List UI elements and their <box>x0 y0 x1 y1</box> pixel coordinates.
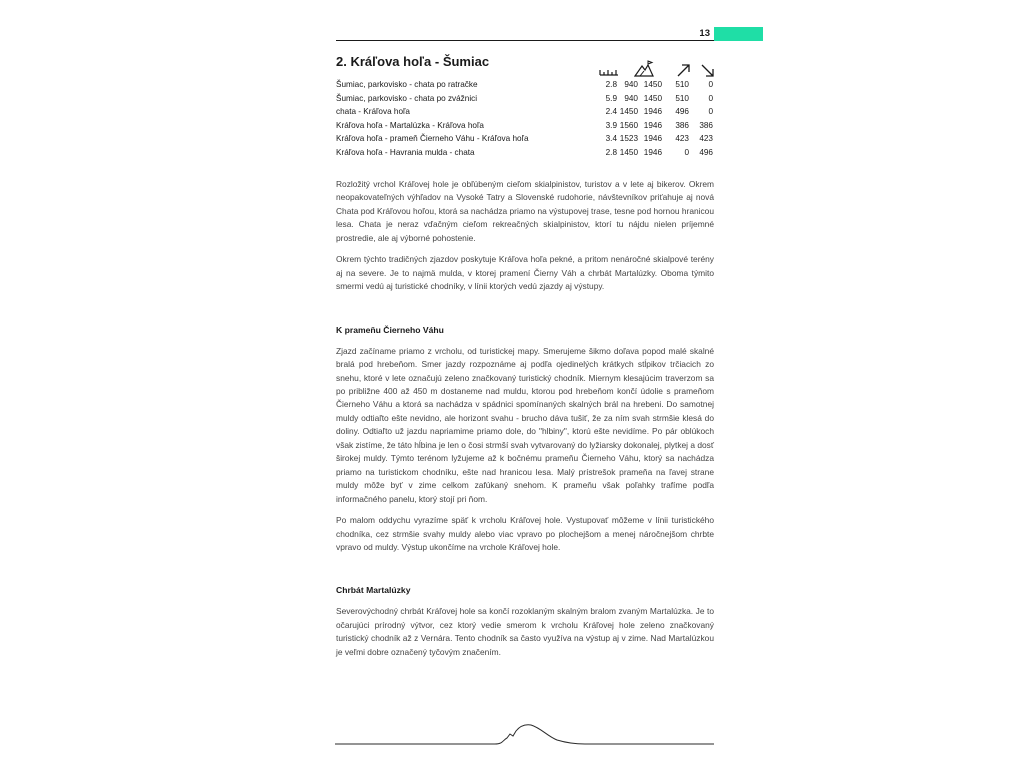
route-descent: 423 <box>699 134 713 144</box>
section-paragraph: Zjazd začíname priamo z vrcholu, od turistickej mapy. Smerujeme šikmo doľava popod malé skalné bralá pod hrebeňom. Smer jazdy rozpoznáme aj podľa ojedinelých krátkych stĺpikov trčiacich zo snehu, ktoré v lete označujú zeleno značkovaný turistický chodník. Miernym klesajúcim traverzom sa po približne 400 až 450 m dostaneme nad muldu, ktorou pod hrebeňom končí údolie s prameňom Čierneho Váhu a ktorá sa nachádza v spádnici spomínaných skalných brál na hrebeni. Do samotnej muldy odtiaľto ešte nevidno, ale horizont svahu - brucho dáva tušiť, že za ním svah strmšie klesá do doliny. Odtiaľto už jazdu napriamime priamo dole, do "hlbiny", ktorú ešte nevidíme. Po pár oblúkoch však zistíme, že táto hĺbina je len o čosi strmší svah vytvarovaný do lyžiarsky dokonalej, plytkej a dosť širokej muldy. Týmto terénom lyžujeme až k bočnému prameňu Čierneho Váhu, ktorý sa nachádza priamo na turistickom chodníku, ešte nad hranicou lesa. Malý prístrešok prameňa na ľavej strane muldy môže byť v zime celkom zafúkaný snehom. K prameňu však poľahky trafíme podľa informačného panelu, ktorý stojí pri ňom. <box>336 345 714 504</box>
intro-paragraph: Okrem týchto tradičných zjazdov poskytuje Kráľova hoľa pekné, a pritom nenáročné skialpové terény aj na severe. Je to najmä mulda, v ktorej pramení Čierny Váh a chrbát Martalúzky. Oboma týmito smermi vedú aj turistické chodníky, v línii ktorých vedú zjazdy aj výstupy. <box>336 254 714 292</box>
route-max-elevation: 1450 <box>643 80 662 89</box>
route-ascent: 423 <box>675 134 689 144</box>
route-ascent: 0 <box>684 147 689 157</box>
table-row <box>336 119 714 133</box>
page-accent-tab <box>714 27 763 41</box>
section-paragraph: Po malom oddychu vyrazíme späť k vrcholu Kráľovej hole. Vystupovať môžeme v línii turistického chodníka, cez strmšie svahy muldy alebo viac vpravo po plochejšom a menej náročnejšom chrbte vpravo od muldy. Výstup ukončíme na vrchole Kráľovej hole. <box>336 515 714 552</box>
route-length: 5.9 <box>605 93 617 103</box>
route-length: 3.9 <box>605 120 617 130</box>
route-ascent: 510 <box>675 93 689 103</box>
intro-paragraph: Rozložitý vrchol Kráľovej hole je obľúbeným cieľom skialpinistov, turistov a v lete aj bikerov. Okrem neopakovateľných výhľadov na Vysoké Tatry a Slovenské rudohorie, návštevníkov priťahuje aj nová Chata pod Kráľovou hoľou, ktorá sa nachádza priamo na výstupovej trase, tesne pod hornou hranicou lesa. Chata je neraz vďačným cieľom rekreačných skialpinistov, ktorí tu nájdu nielen príjemné prostredie, ale aj výborné pohostenie. <box>336 179 714 243</box>
route-name: Šumiac, parkovisko - chata po ratračke <box>336 80 478 89</box>
route-name: Kráľova hoľa - Havrania mulda - chata <box>336 147 475 157</box>
route-ascent: 510 <box>675 80 689 89</box>
route-length: 3.4 <box>605 134 617 144</box>
descent-arrow-icon <box>700 62 720 78</box>
route-descent: 0 <box>708 107 713 117</box>
table-row <box>336 132 714 146</box>
mountain-silhouette-footer <box>335 718 715 748</box>
table-row <box>336 105 714 119</box>
route-min-elevation: 1450 <box>619 147 638 157</box>
route-max-elevation: 1946 <box>643 120 662 130</box>
distance-ruler-icon <box>599 62 619 78</box>
header-rule <box>336 40 714 41</box>
route-name: chata - Kráľova hoľa <box>336 107 410 117</box>
route-descent: 0 <box>708 80 713 89</box>
section-paragraph: Severovýchodný chrbát Kráľovej hole sa končí rozoklaným skalným bralom zvaným Martalúzka. Je to očarujúci prírodný výtvor, cez ktorý vedie smerom k vrcholu Kráľovej hole zeleno značkovaný turistický chodník až z Vernára. Tento chodník sa často využíva na výstup aj v zime. Nad Martalúzkou je veľmi dobre označený tyčovým značením. <box>336 606 714 657</box>
route-min-elevation: 940 <box>624 80 638 89</box>
route-min-elevation: 1450 <box>619 107 638 117</box>
route-max-elevation: 1946 <box>643 147 662 157</box>
route-ascent: 496 <box>675 107 689 117</box>
route-max-elevation: 1946 <box>643 134 662 144</box>
page-title: 2. Kráľova hoľa - Šumiac <box>336 54 490 69</box>
table-row <box>336 92 714 106</box>
route-name: Šumiac, parkovisko - chata po zvážnici <box>336 93 478 103</box>
route-length: 2.8 <box>605 80 617 89</box>
route-min-elevation: 1523 <box>619 134 638 144</box>
section-heading-martaluzka: Chrbát Martalúzky <box>336 585 411 596</box>
section-heading-cierny-vah: K prameňu Čierneho Váhu <box>336 324 444 335</box>
route-max-elevation: 1450 <box>643 93 662 103</box>
page-number: 13 <box>699 28 710 39</box>
ascent-arrow-icon <box>676 62 696 78</box>
routes-table <box>336 78 714 160</box>
table-row <box>336 146 714 160</box>
route-min-elevation: 940 <box>624 93 638 103</box>
route-descent: 496 <box>699 147 713 157</box>
article-body <box>336 178 714 667</box>
route-min-elevation: 1560 <box>619 120 638 130</box>
route-name: Kráľova hoľa - prameň Čierneho Váhu - Kráľova hoľa <box>336 134 529 144</box>
route-descent: 0 <box>708 93 713 103</box>
route-length: 2.4 <box>605 107 617 117</box>
route-name: Kráľova hoľa - Martalúzka - Kráľova hoľa <box>336 120 484 130</box>
route-ascent: 386 <box>675 120 689 130</box>
table-row <box>336 78 714 92</box>
route-max-elevation: 1946 <box>643 107 662 117</box>
route-length: 2.8 <box>605 147 617 157</box>
route-descent: 386 <box>699 120 713 130</box>
elevation-mountain-icon <box>634 60 654 76</box>
